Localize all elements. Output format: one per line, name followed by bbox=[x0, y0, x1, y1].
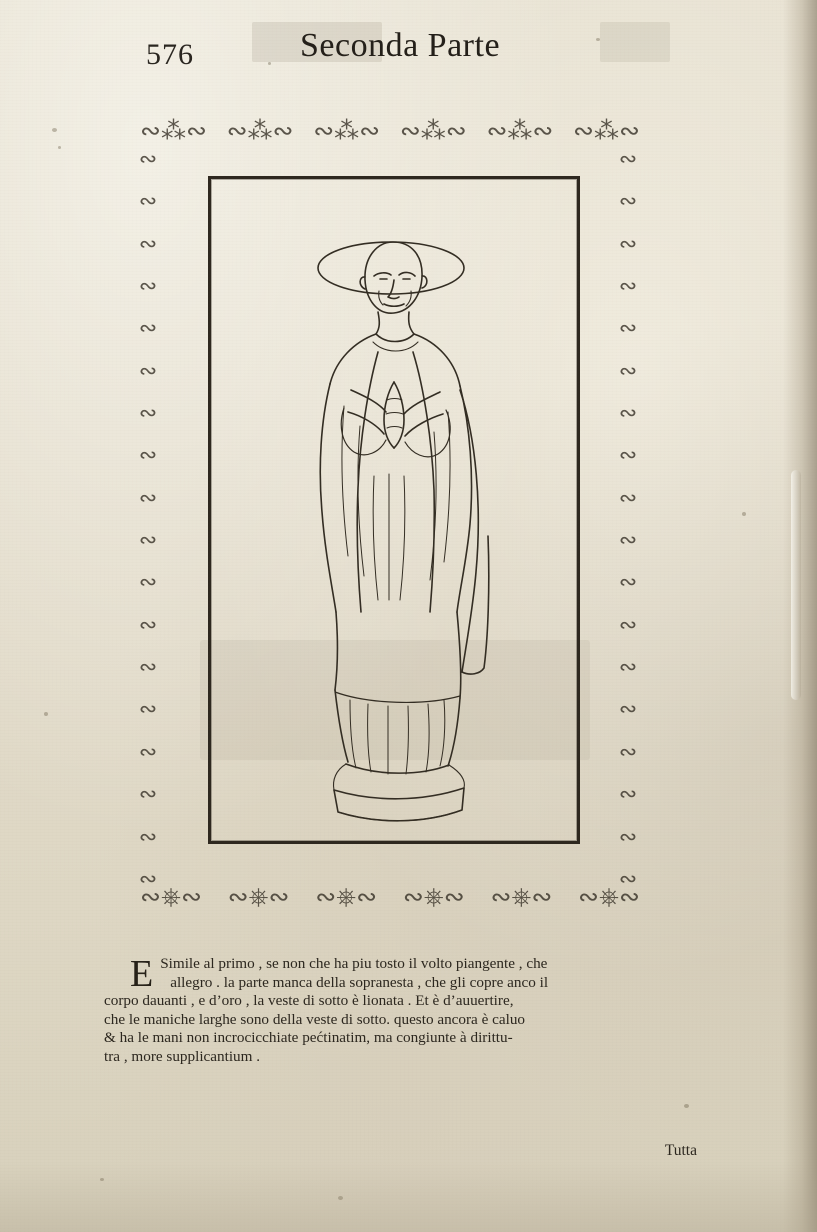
ornament-unit: ∾ bbox=[618, 611, 638, 637]
ornament-unit: ∾⎈∾ bbox=[227, 883, 290, 911]
catchword: Tutta bbox=[664, 1142, 697, 1159]
ornament-column-left bbox=[126, 148, 170, 890]
ornament-unit: ∾⁂∾ bbox=[140, 117, 207, 145]
paper-speck bbox=[52, 128, 57, 132]
paper-speck bbox=[58, 146, 61, 149]
ornament-unit: ∾ bbox=[618, 865, 638, 891]
ornament-unit: ∾ bbox=[138, 569, 158, 595]
ornament-unit: ∾⁂∾ bbox=[313, 117, 381, 145]
ornament-unit: ∾⁂∾ bbox=[399, 117, 467, 145]
ornament-unit: ∾⁂∾ bbox=[486, 117, 554, 145]
woodcut-figure bbox=[208, 176, 574, 838]
ornament-unit: ∾ bbox=[138, 611, 158, 637]
page-bottom-shadow bbox=[0, 1162, 817, 1232]
paper-speck bbox=[338, 1196, 343, 1200]
ornament-unit: ∾ bbox=[618, 654, 638, 680]
body-line-2: allegro . la parte manca della sopranesta , che gli copre anco il bbox=[170, 973, 549, 991]
body-line-3: corpo dauanti , e d’oro , la veste di sotto è lionata . Et è d’auuertire, bbox=[104, 992, 514, 1010]
page-edge-shadow bbox=[783, 0, 817, 1232]
body-paragraph bbox=[104, 953, 692, 1067]
ornament-unit: ∾ bbox=[138, 696, 158, 722]
paper-speck bbox=[44, 712, 48, 716]
ornament-unit: ∾⎈∾ bbox=[402, 883, 465, 911]
ornament-unit: ∾ bbox=[138, 357, 158, 383]
paper-speck bbox=[100, 1178, 104, 1181]
ornament-row-top bbox=[140, 110, 640, 152]
running-title: Seconda Parte bbox=[300, 27, 501, 64]
ornament-unit: ∾ bbox=[138, 865, 158, 891]
ornament-unit: ∾ bbox=[618, 696, 638, 722]
body-line-1: Simile al primo , se non che ha piu tosto il volto piangente , che bbox=[160, 955, 548, 972]
ornament-unit: ∾⁂∾ bbox=[573, 117, 640, 145]
ornament-unit: ∾⎈∾ bbox=[140, 883, 202, 911]
paper-speck bbox=[684, 1104, 689, 1108]
ornament-unit: ∾ bbox=[618, 781, 638, 807]
ornament-unit: ∾⎈∾ bbox=[490, 883, 553, 911]
ornament-unit: ∾ bbox=[138, 315, 158, 341]
page-crease bbox=[791, 470, 801, 700]
ornament-unit: ∾ bbox=[138, 484, 158, 510]
ornament-unit: ∾ bbox=[618, 188, 638, 214]
ornament-unit: ∾ bbox=[618, 357, 638, 383]
ornament-unit: ∾ bbox=[618, 738, 638, 764]
ornament-unit: ∾ bbox=[138, 230, 158, 256]
illustration-plate bbox=[118, 108, 658, 928]
ornament-unit: ∾ bbox=[618, 273, 638, 299]
ornament-unit: ∾ bbox=[618, 315, 638, 341]
ornament-unit: ∾ bbox=[138, 146, 158, 171]
page-header bbox=[0, 22, 817, 78]
ornament-unit: ∾ bbox=[138, 738, 158, 764]
ornament-unit: ∾ bbox=[138, 781, 158, 807]
ornament-unit: ∾ bbox=[138, 442, 158, 468]
ornament-unit: ∾ bbox=[138, 527, 158, 553]
body-line-6: tra , more supplicantium . bbox=[104, 1047, 261, 1065]
body-line-4: che le maniche larghe sono della veste di sotto. questo ancora è caluo bbox=[104, 1010, 526, 1028]
ornament-unit: ∾ bbox=[138, 188, 158, 214]
folio-number: 576 bbox=[146, 38, 194, 71]
body-line-5: & ha le mani non incrocicchiate pećtinatim, ma congiunte à dirittu- bbox=[104, 1029, 513, 1047]
paper-speck bbox=[742, 512, 746, 516]
ornament-unit: ∾ bbox=[618, 230, 638, 256]
ornament-unit: ∾ bbox=[138, 654, 158, 680]
ornament-unit: ∾ bbox=[618, 823, 638, 849]
ornament-unit: ∾ bbox=[618, 484, 638, 510]
ornament-unit: ∾⁂∾ bbox=[226, 117, 294, 145]
ornament-unit: ∾ bbox=[138, 273, 158, 299]
ornament-unit: ∾ bbox=[138, 823, 158, 849]
ornament-unit: ∾ bbox=[618, 569, 638, 595]
ornament-column-right bbox=[606, 148, 650, 890]
drop-cap: E bbox=[130, 953, 154, 995]
ornament-row-bottom bbox=[140, 876, 640, 918]
ornament-unit: ∾ bbox=[138, 400, 158, 426]
ornament-unit: ∾⎈∾ bbox=[315, 883, 378, 911]
ornament-unit: ∾ bbox=[618, 527, 638, 553]
ornament-unit: ∾ bbox=[618, 442, 638, 468]
ornament-unit: ∾⎈∾ bbox=[578, 883, 640, 911]
ornament-unit: ∾ bbox=[618, 400, 638, 426]
ornament-unit: ∾ bbox=[618, 146, 638, 171]
